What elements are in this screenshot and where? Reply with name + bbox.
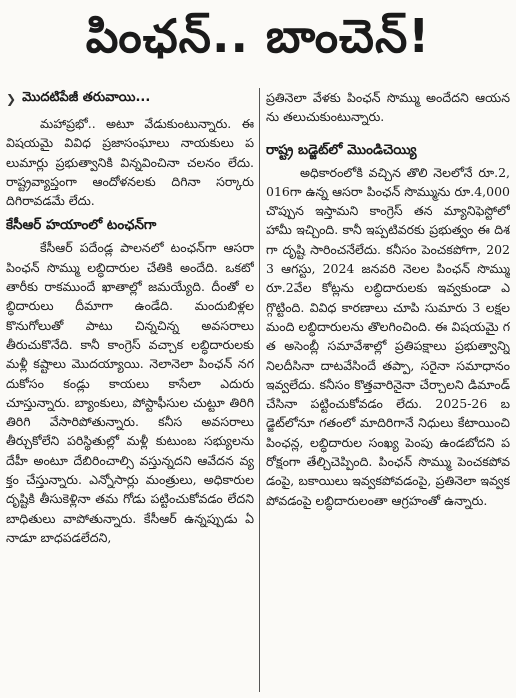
kicker xyxy=(6,90,254,108)
column-divider xyxy=(259,88,260,692)
headline: పింఛన్.. బాంచెన్! xyxy=(85,9,431,63)
left-column xyxy=(6,88,254,694)
kicker-text: మొదటిపేజీ తరువాయి... xyxy=(22,90,151,105)
left-paragraph-1: మహాప్రభో.. అటూ వేడుకుంటున్నారు. ఈ విషయమై వివిధ ప్రజాసంఘాలు నాయకులు పలుమార్లు ప్రభుత్వానికి విన్నవించినా చలనం లేదు. రాష్ట్రవ్యాప్తంగా ఆందోళనలకు దిగినా సర్కారు దిగిరావడమే లేదు. xyxy=(6,116,254,209)
right-subheading: రాష్ట్ర బడ్జెట్‌లో మొండిచెయ్యి xyxy=(266,141,417,158)
chevron-right-icon: ❯ xyxy=(6,92,17,106)
left-paragraph-2: కేసీఆర్ పదేండ్ల పాలనలో టంఛన్‌గా ఆసరా పింఛన్ సొమ్ము లబ్ధిదారుల చేతికి అందేది. ఒకటో తారీకు రాకముందే ఖాతాల్లో జమయ్యేది. దీంతో లబ్ధిదారులు దీమాగా ఉండేది. మందుబిళ్లల కొనుగోలుతో పాటు చిన్నచిన్న అవసరాలు తీరుచుకొనేది. కానీ కాంగ్రెస్ వచ్చాక లబ్ధిదారులకు మళ్లీ కష్టాలు మొదయ్యాయి. నెలానెలా పింఛన్ నగదుకోసం కండ్లు కాయలు కాసేలా ఎదురు చూస్తున్నారు. బ్యాంకులు, పోస్టాఫీసుల చుట్టూ తిరిగి తిరిగి వేసారిపోతున్నారు. కనీస అవసరాలు తీర్చుకోలేని పరిస్థితుల్లో మళ్లీ కుటుంబ సభ్యులను దేహీ అంటూ దేబిరించాల్సి వస్తున్నదని ఆవేదన వ్యక్తం చేస్తున్నారు. ఎన్నోసార్లు మంత్రులు, అధికారుల దృష్టికి తీసుకెళ్లినా తమ గోడు పట్టించుకోవడం లేదని బాధితులు వాపోతున్నారు. కేసీఆర్ ఉన్నప్పుడు ఏనాడూ బాధపడలేదని, xyxy=(6,240,254,545)
left-subheading: కేసీఆర్ హయాంలో టంఛన్‌గా xyxy=(6,217,157,234)
right-paragraph-0: ప్రతినెలా వేళకు పింఛన్ సొమ్ము అందేదని ఆయనను తలుచుకుంటున్నారు. xyxy=(266,90,510,125)
right-column xyxy=(266,88,510,694)
right-paragraph-1: అధికారంలోకి వచ్చిన తొలి నెలలోనే రూ.2,016గా ఉన్న ఆసరా పింఛన్ సొమ్మును రూ.4,000 చొప్పున ఇస్తామని కాంగ్రెస్ తన మ్యానిఫెస్టోలో హామీ ఇచ్చింది. కానీ ఇప్పటివరకు ప్రభుత్వం ఈ దిశగా దృష్టి సారించనేలేదు. కనీసం పెంచకపోగా, 2023 ఆగస్టు, 2024 జనవరి నెలల పింఛన్ సొమ్ము రూ.2వేల కోట్లను లబ్ధిదారులకు ఇవ్వకుండా ఎగ్గొట్టింది. వివిధ కారణాలు చూపి సుమారు 3 లక్షల మంది లబ్ధిదారులను తొలగించింది. ఈ విషయమై గత అసెంబ్లీ సమావేశాల్లో ప్రతిపక్షాలు ప్రభుత్వాన్ని నిలదీసినా దాటవేసిందే తప్పా, సరైనా సమాధానం ఇవ్వలేదు. కనీసం కొత్తవారినైనా చేర్చాలని డిమాండ్ చేసినా పట్టించుకోవడం లేదు. 2025-26 బడ్జెట్‌లోనూ గతంలో మాదిరిగానే నిధులు కేటాయించి పింఛన్ల, లబ్ధిదారుల సంఖ్య పెంపు ఉండబోదని పరోక్షంగా తేల్చిచెప్పింది. పింఛన్ సొమ్ము పెంచకపోవడంపై, బకాయిలు ఇవ్వకపోవడంపై, ప్రతినెలా ఇవ్వకపోవడంపై లబ్ధిదారులంతా ఆగ్రహంతో ఉన్నారు. xyxy=(266,164,510,508)
